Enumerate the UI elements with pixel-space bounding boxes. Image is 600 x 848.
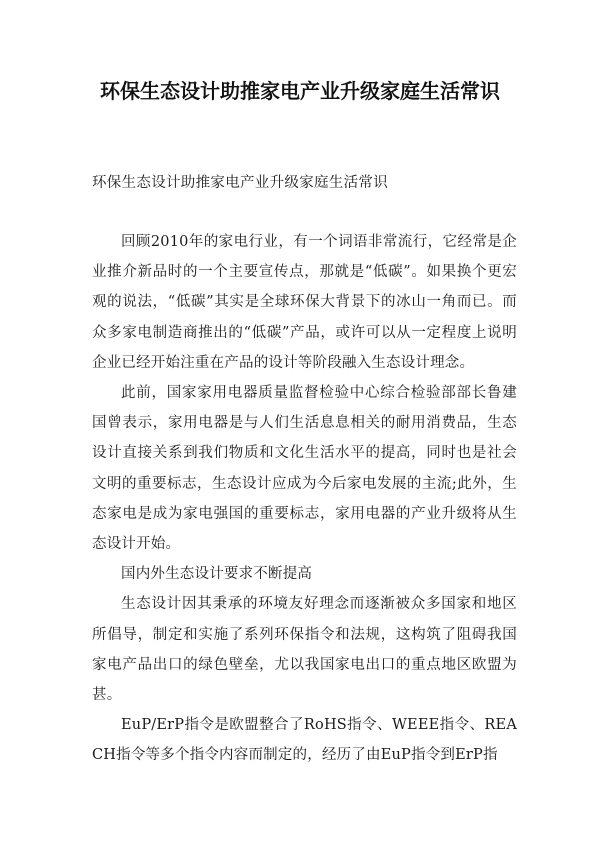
- section-heading: 国内外生态设计要求不断提高: [121, 566, 313, 583]
- paragraph-green-barrier: 生态设计因其秉承的环境友好理念而逐渐被众多国家和地区所倡导，制定和实施了系列环保指令和法规，这构筑了阻碍我国家电产品出口的绿色壁垒，尤以我国家电出口的重点地区欧盟为甚。: [92, 596, 517, 704]
- paragraph-expert-quote: 此前，国家家用电器质量监督检验中心综合检验部部长鲁建国曾表示，家用电器是与人们生活息息相关的耐用消费品，生态设计直接关系到我们物质和文化生活水平的提高，同时也是社会文明的重要标志，生态设计应成为今后家电发展的主流;此外，生态家电是成为家电强国的重要标志，家用电器的产业升级将从生态设计开始。: [92, 385, 517, 553]
- paragraph-eup-erp: EuP/ErP指令是欧盟整合了RoHS指令、WEEE指令、REACH指令等多个指令内容而制定的，经历了由EuP指令到ErP指: [92, 717, 517, 764]
- document-body: [92, 227, 517, 771]
- document-subtitle: 环保生态设计助推家电产业升级家庭生活常识: [92, 175, 388, 191]
- document-title: 环保生态设计助推家电产业升级家庭生活常识: [100, 79, 500, 103]
- paragraph-intro: 回顾2010年的家电行业，有一个词语非常流行，它经常是企业推介新品时的一个主要宣传点，那就是“低碳”。如果换个更宏观的说法，“低碳”其实是全球环保大背景下的冰山一角而已。而众多家电制造商推出的“低碳”产品，或许可以从一定程度上说明企业已经开始注重在产品的设计等阶段融入生态设计理念。: [92, 234, 517, 371]
